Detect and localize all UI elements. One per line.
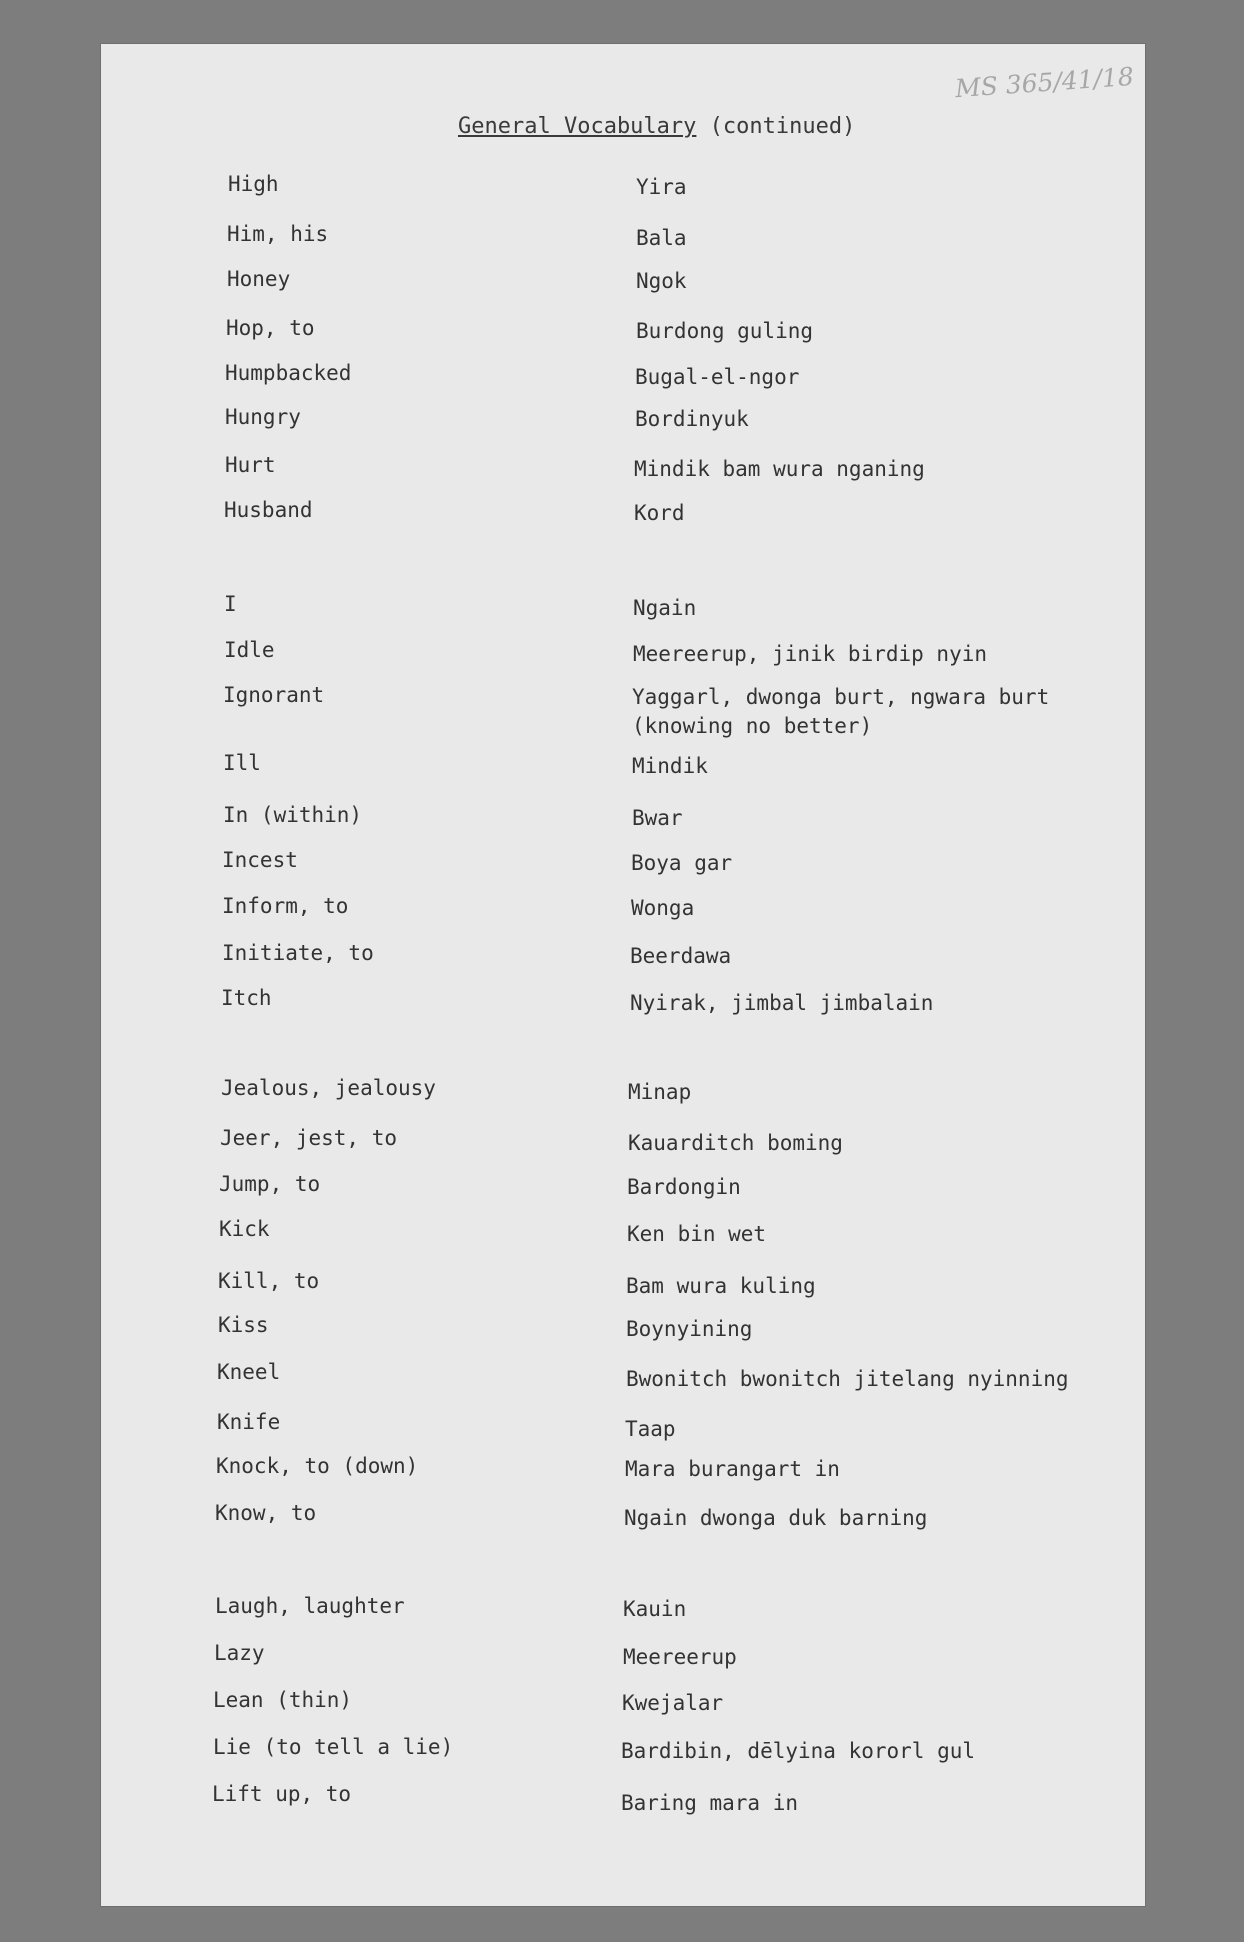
aboriginal-term-text: Bardongin — [627, 1175, 741, 1199]
aboriginal-term-text: Bam wura kuling — [626, 1274, 816, 1298]
english-term: Knock, to (down) — [216, 1454, 419, 1478]
english-term: Jealous, jealousy — [221, 1076, 436, 1100]
english-term: High — [228, 172, 279, 196]
aboriginal-term — [631, 849, 732, 878]
aboriginal-term — [628, 1129, 843, 1158]
aboriginal-term-text: Kauin — [623, 1597, 687, 1621]
aboriginal-term — [631, 894, 694, 923]
aboriginal-term — [634, 455, 925, 484]
english-term: Jeer, jest, to — [220, 1126, 398, 1150]
english-term: Inform, to — [222, 894, 349, 918]
aboriginal-term — [628, 1078, 691, 1107]
aboriginal-term-text: Kord — [634, 501, 685, 525]
aboriginal-term — [627, 1173, 741, 1202]
aboriginal-term-text: Boynyining — [626, 1317, 753, 1341]
aboriginal-term — [626, 1315, 752, 1344]
english-term: Itch — [221, 986, 272, 1010]
aboriginal-term — [625, 1415, 676, 1444]
aboriginal-term-text: Burdong guling — [636, 319, 814, 343]
english-term: Lazy — [214, 1641, 265, 1665]
aboriginal-term-text: Ken bin wet — [627, 1222, 767, 1246]
aboriginal-term-text: Mindik bam wura nganing — [634, 457, 925, 481]
english-term: Honey — [227, 267, 291, 291]
archive-reference: MS 365/41/18 — [954, 61, 1135, 104]
aboriginal-term — [621, 1737, 975, 1766]
english-term: Husband — [224, 498, 313, 522]
aboriginal-term-text: Ngain dwonga duk barning — [624, 1506, 928, 1530]
english-term: In (within) — [223, 803, 363, 827]
aboriginal-term-text: Minap — [628, 1080, 692, 1104]
aboriginal-term — [635, 363, 799, 392]
aboriginal-term — [626, 1272, 816, 1301]
aboriginal-term — [627, 1220, 766, 1249]
english-term: Ill — [223, 751, 261, 775]
aboriginal-term — [633, 640, 987, 669]
aboriginal-term — [630, 989, 933, 1018]
english-term: Him, his — [227, 222, 329, 246]
english-term: Initiate, to — [222, 941, 374, 965]
aboriginal-term — [626, 1365, 1069, 1394]
title-main: General Vocabulary — [458, 114, 697, 139]
english-term: Humpbacked — [225, 361, 352, 385]
aboriginal-term — [636, 317, 813, 346]
aboriginal-term-text: Kauarditch boming — [628, 1131, 843, 1155]
aboriginal-term-text: Yira — [636, 175, 687, 199]
aboriginal-term — [635, 405, 749, 434]
aboriginal-term — [623, 1595, 686, 1624]
english-term: Kneel — [217, 1360, 281, 1384]
english-term: Incest — [222, 848, 298, 872]
aboriginal-term-text: Nyirak, jimbal jimbalain — [630, 991, 934, 1015]
english-term: Laugh, laughter — [215, 1594, 405, 1618]
aboriginal-term-text: Taap — [625, 1417, 676, 1441]
aboriginal-term-text: Meereerup — [623, 1645, 737, 1669]
aboriginal-term — [621, 1789, 798, 1818]
english-term: I — [224, 592, 237, 616]
aboriginal-term — [623, 1643, 737, 1672]
title-suffix: (continued) — [709, 114, 856, 139]
aboriginal-term-text: Bala — [636, 226, 687, 250]
aboriginal-term-note: (knowing no better) — [632, 714, 873, 738]
english-term: Kill, to — [218, 1269, 320, 1293]
aboriginal-term — [636, 224, 687, 253]
aboriginal-term — [630, 942, 731, 971]
aboriginal-term-text: Yaggarl, dwonga burt, ngwara burt — [632, 685, 1050, 709]
aboriginal-term-text: Bwonitch bwonitch jitelang nyinning — [626, 1367, 1069, 1391]
aboriginal-term — [632, 804, 683, 833]
english-term: Lift up, to — [212, 1782, 352, 1806]
aboriginal-term — [625, 1455, 840, 1484]
aboriginal-term-text: Ngok — [636, 269, 687, 293]
aboriginal-term — [632, 752, 708, 781]
english-term: Idle — [224, 638, 275, 662]
english-term: Ignorant — [223, 683, 325, 707]
aboriginal-term-text: Bardibin, dēlyina kororl gul — [621, 1739, 976, 1763]
aboriginal-term-text: Wonga — [631, 896, 695, 920]
aboriginal-term-text: Mara burangart in — [625, 1457, 840, 1481]
english-term: Hungry — [225, 405, 301, 429]
english-term: Jump, to — [219, 1172, 321, 1196]
aboriginal-term-text: Boya gar — [631, 851, 733, 875]
aboriginal-term — [632, 683, 1049, 741]
english-term: Know, to — [215, 1501, 317, 1525]
english-term: Hurt — [225, 453, 276, 477]
aboriginal-term-text: Kwejalar — [622, 1691, 724, 1715]
aboriginal-term-text: Mindik — [632, 754, 708, 778]
aboriginal-term — [633, 594, 696, 623]
english-term: Lie (to tell a lie) — [213, 1735, 454, 1759]
english-term: Hop, to — [226, 316, 315, 340]
aboriginal-term — [622, 1689, 723, 1718]
aboriginal-term-text: Bwar — [632, 806, 683, 830]
aboriginal-term — [636, 173, 687, 202]
aboriginal-term — [634, 499, 685, 528]
english-term: Lean (thin) — [213, 1688, 353, 1712]
aboriginal-term-text: Bugal-el-ngor — [635, 365, 800, 389]
english-term: Knife — [217, 1410, 281, 1434]
english-term: Kick — [219, 1217, 270, 1241]
aboriginal-term-text: Baring mara in — [621, 1791, 799, 1815]
aboriginal-term-text: Ngain — [633, 596, 697, 620]
aboriginal-term — [636, 267, 687, 296]
aboriginal-term-text: Meereerup, jinik birdip nyin — [633, 642, 988, 666]
english-term: Kiss — [218, 1313, 269, 1337]
aboriginal-term-text: Beerdawa — [630, 944, 732, 968]
aboriginal-term-text: Bordinyuk — [635, 407, 749, 431]
aboriginal-term — [624, 1504, 927, 1533]
